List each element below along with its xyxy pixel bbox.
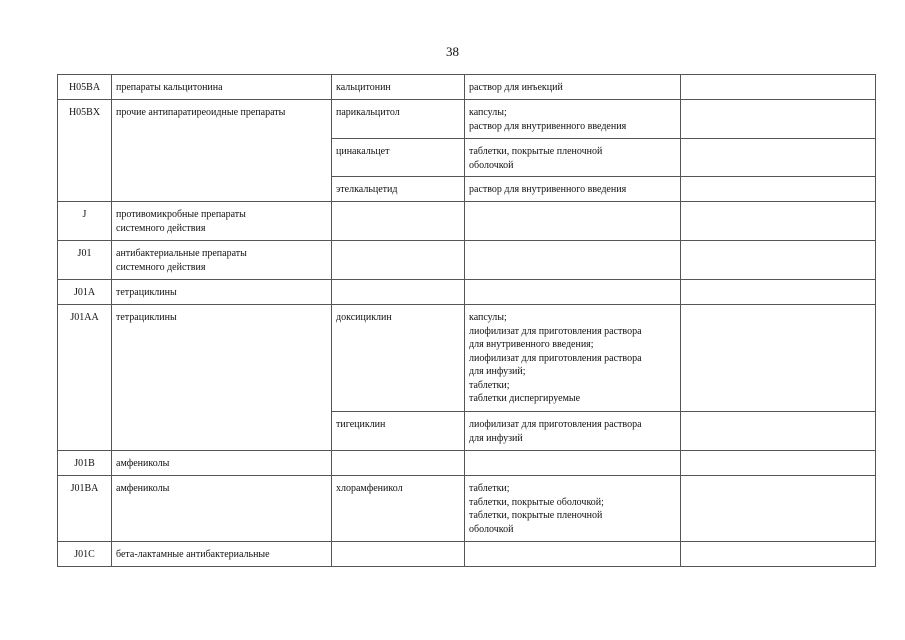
drug-name-cell: тигециклин: [332, 412, 465, 451]
empty-cell: [681, 305, 876, 412]
atc-code-cell: J01AA: [58, 305, 112, 451]
dosage-form-cell: таблетки; таблетки, покрытые оболочкой; таблетки, покрытые пленочной оболочкой: [465, 476, 681, 542]
empty-cell: [465, 280, 681, 305]
drug-name-cell: парикальцитол: [332, 100, 465, 139]
empty-cell: [681, 241, 876, 280]
table-row: [58, 241, 876, 280]
atc-code-cell: J01BA: [58, 476, 112, 542]
atc-code-cell: J01: [58, 241, 112, 280]
table-row: [58, 100, 876, 139]
drug-classification-table: [57, 74, 876, 567]
drug-name-cell: хлорамфеникол: [332, 476, 465, 542]
atc-code-cell: H05BX: [58, 100, 112, 202]
empty-cell: [465, 542, 681, 567]
group-name-cell: антибактериальные препараты системного действия: [112, 241, 332, 280]
table-row: [58, 280, 876, 305]
drug-name-cell: этелкальцетид: [332, 177, 465, 202]
empty-cell: [332, 280, 465, 305]
empty-cell: [332, 542, 465, 567]
empty-cell: [681, 451, 876, 476]
table-row: [58, 542, 876, 567]
drug-name-cell: доксициклин: [332, 305, 465, 412]
empty-cell: [681, 100, 876, 139]
dosage-form-cell: лиофилизат для приготовления раствора для инфузий: [465, 412, 681, 451]
drug-name-cell: кальцитонин: [332, 75, 465, 100]
group-name-cell: амфениколы: [112, 476, 332, 542]
dosage-form-cell: раствор для внутривенного введения: [465, 177, 681, 202]
group-name-cell: препараты кальцитонина: [112, 75, 332, 100]
atc-code-cell: J01B: [58, 451, 112, 476]
group-name-cell: амфениколы: [112, 451, 332, 476]
group-name-cell: тетрациклины: [112, 280, 332, 305]
group-name-cell: тетрациклины: [112, 305, 332, 451]
empty-cell: [332, 202, 465, 241]
table-row: [58, 202, 876, 241]
table-row: [58, 451, 876, 476]
empty-cell: [681, 139, 876, 177]
empty-cell: [465, 241, 681, 280]
page-number: 38: [446, 44, 459, 59]
empty-cell: [681, 202, 876, 241]
table-row: [58, 75, 876, 100]
atc-code-cell: J01A: [58, 280, 112, 305]
table-row: [58, 476, 876, 542]
dosage-form-cell: капсулы; раствор для внутривенного введения: [465, 100, 681, 139]
group-name-cell: противомикробные препараты системного действия: [112, 202, 332, 241]
empty-cell: [681, 177, 876, 202]
empty-cell: [332, 241, 465, 280]
atc-code-cell: J01C: [58, 542, 112, 567]
empty-cell: [681, 542, 876, 567]
empty-cell: [465, 202, 681, 241]
empty-cell: [332, 451, 465, 476]
atc-code-cell: H05BA: [58, 75, 112, 100]
empty-cell: [681, 412, 876, 451]
table-row: [58, 305, 876, 412]
empty-cell: [681, 476, 876, 542]
dosage-form-cell: раствор для инъекций: [465, 75, 681, 100]
empty-cell: [465, 451, 681, 476]
empty-cell: [681, 75, 876, 100]
empty-cell: [681, 280, 876, 305]
dosage-form-cell: капсулы; лиофилизат для приготовления раствора для внутривенного введения; лиофилизат для приготовления раствора для инфузий; таблетки; таблетки диспергируемые: [465, 305, 681, 412]
dosage-form-cell: таблетки, покрытые пленочной оболочкой: [465, 139, 681, 177]
drug-name-cell: цинакальцет: [332, 139, 465, 177]
group-name-cell: бета-лактамные антибактериальные: [112, 542, 332, 567]
group-name-cell: прочие антипаратиреоидные препараты: [112, 100, 332, 202]
atc-code-cell: J: [58, 202, 112, 241]
